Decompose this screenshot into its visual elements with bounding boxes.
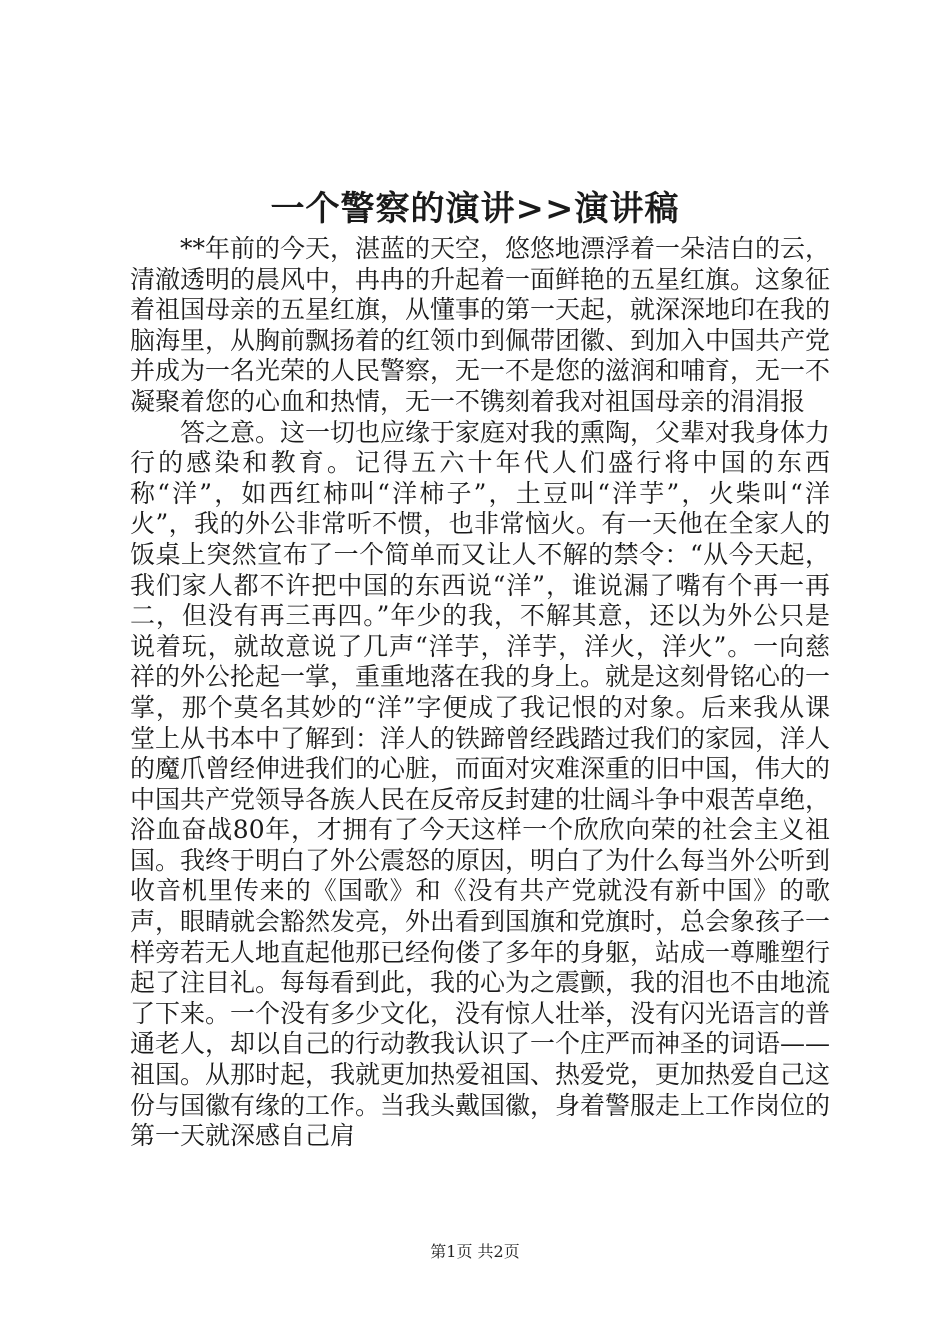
paragraph: **年前的今天，湛蓝的天空，悠悠地漂浮着一朵洁白的云，清澈透明的晨风中，冉冉的升起着一面鲜艳的五星红旗。这象征着祖国母亲的五星红旗，从懂事的第一天起，就深深地印在我的脑海里，从胸前飘扬着的红领巾到佩带团徽、到加入中国共产党并成为一名光荣的人民警察，无一不是您的滋润和哺育，无一不凝聚着您的心血和热情，无一不镌刻着我对祖国母亲的涓涓报 (130, 234, 831, 416)
document-title: 一个警察的演讲>>演讲稿 (270, 189, 680, 229)
page-number: 第1页 共2页 (430, 1242, 520, 1261)
document-body (130, 234, 830, 1152)
paragraph: 答之意。这一切也应缘于家庭对我的熏陶，父辈对我身体力行的感染和教育。记得五六十年代人们盛行将中国的东西称“洋”，如西红柿叫“洋柿子”，土豆叫“洋芋”，火柴叫“洋火”，我的外公非常听不惯，也非常恼火。有一天他在全家人的饭桌上突然宣布了一个简单而又让人不解的禁令：“从今天起，我们家人都不许把中国的东西说“洋”，谁说漏了嘴有个再一再二，但没有再三再四。”年少的我，不解其意，还以为外公只是说着玩，就故意说了几声“洋芋，洋芋，洋火，洋火”。一向慈祥的外公抡起一掌，重重地落在我的身上。就是这刻骨铭心的一掌，那个莫名其妙的“洋”字便成了我记恨的对象。后来我从课堂上从书本中了解到：洋人的铁蹄曾经践踏过我们的家园，洋人的魔爪曾经伸进我们的心脏，而面对灾难深重的旧中国，伟大的中国共产党领导各族人民在反帝反封建的壮阔斗争中艰苦卓绝，浴血奋战80年，才拥有了今天这样一个欣欣向荣的社会主义祖国。我终于明白了外公震怒的原因，明白了为什么每当外公听到收音机里传来的《国歌》和《没有共产党就没有新中国》的歌声，眼睛就会豁然发亮，外出看到国旗和党旗时，总会象孩子一样旁若无人地直起他那已经佝偻了多年的身躯，站成一尊雕塑行起了注目礼。每每看到此，我的心为之震颤，我的泪也不由地流了下来。一个没有多少文化，没有惊人壮举，没有闪光语言的普通老人，却以自己的行动教我认识了一个庄严而神圣的词语——祖国。从那时起，我就更加热爱祖国、热爱党，更加热爱自己这份与国徽有缘的工作。当我头戴国徽，身着警服走上工作岗位的第一天就深感自己肩 (130, 417, 831, 1151)
